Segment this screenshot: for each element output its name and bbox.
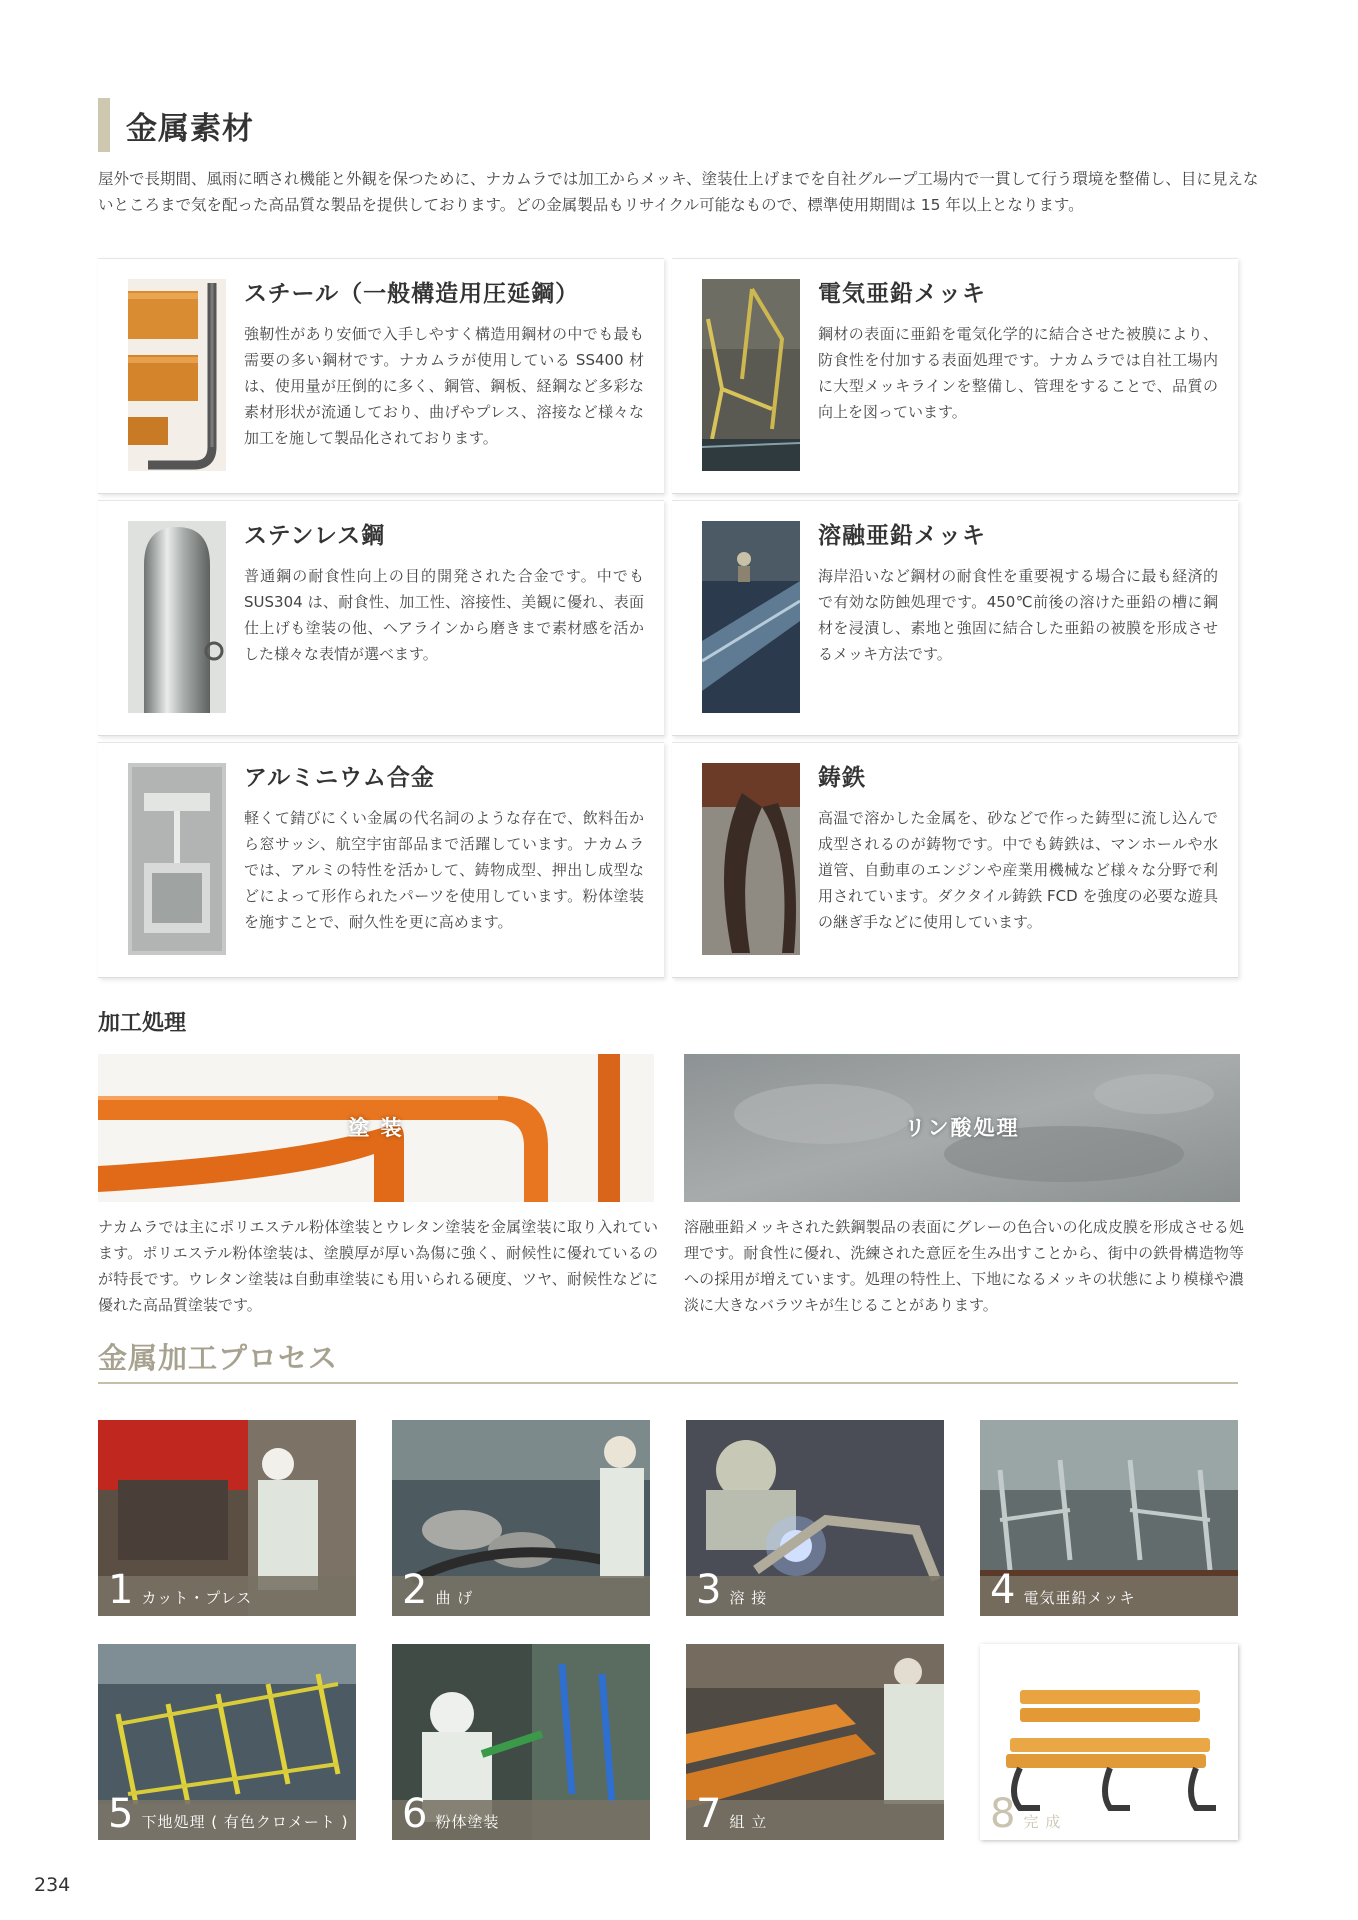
painting-description: ナカムラでは主にポリエステル粉体塗装とウレタン塗装を金属塗装に取り入れています。ポリエステル粉体塗装は、塗膜厚が厚い為傷に強く、耐候性に優れているのが特長です。ウレタン塗装は自動車塗装にも用いられる硬度、ツヤ、耐候性などに優れた高品質塗装です。 [98, 1218, 658, 1314]
step-number: 7 [696, 1791, 722, 1837]
step-4-electro-galvanizing [980, 1420, 1238, 1616]
material-title: スチール（一般構造用圧延鋼） [244, 281, 580, 307]
aluminium-casting-photo [128, 763, 226, 955]
step-1-cut-press [98, 1420, 356, 1616]
step-label: カット・プレス [141, 1589, 253, 1607]
step-label: 粉体塗装 [435, 1813, 500, 1831]
painting-label: 塗 装 [348, 1116, 404, 1140]
material-description: 海岸沿いなど鋼材の耐食性を重要視する場合に最も経済的で有効な防蝕処理です。450℃前後の溶けた亜鉛の槽に鋼材を浸漬し、素地と強固に結合した亜鉛の被膜を形成させるメッキ方法です。 [818, 567, 1218, 663]
step-3-welding [686, 1420, 944, 1616]
material-title: 鋳鉄 [818, 765, 866, 791]
step-6-powder-coating [392, 1644, 650, 1840]
section-header [98, 98, 254, 152]
step-7-assembly [686, 1644, 944, 1840]
material-description: 普通鋼の耐食性向上の目的開発された合金です。中でも SUS304 は、耐食性、加工性、溶接性、美観に優れ、表面仕上げも塗装の他、ヘアラインから磨きまで素材感を活かした様々な表情が選べます。 [244, 567, 644, 663]
step-number: 1 [108, 1567, 134, 1613]
painting-photo [98, 1054, 654, 1202]
material-card-aluminium [98, 742, 664, 978]
material-description: 鋼材の表面に亜鉛を電気化学的に結合させた被膜により、防食性を付加する表面処理です。ナカムラでは自社工場内に大型メッキラインを整備し、管理をすることで、品質の向上を図っています。 [818, 325, 1218, 421]
page-title: 金属素材 [126, 110, 254, 147]
material-card-stainless [98, 500, 664, 736]
cast-iron-leg-photo [702, 763, 800, 955]
stainless-post-photo [128, 521, 226, 713]
step-label: 下地処理 ( 有色クロメート ) [141, 1813, 349, 1831]
step-number: 3 [696, 1567, 722, 1613]
phosphate-photo [684, 1054, 1240, 1202]
material-title: 溶融亜鉛メッキ [818, 523, 986, 549]
step-label: 組 立 [729, 1813, 768, 1831]
material-description: 軽くて錆びにくい金属の代名詞のような存在で、飲料缶から窓サッシ、航空宇宙部品まで活躍しています。ナカムラでは、アルミの特性を活かして、鋳物成型、押出し成型などによって形作られたパーツを使用しています。粉体塗装を施すことで、耐久性を更に高めます。 [244, 809, 644, 931]
step-2-bending [392, 1420, 650, 1616]
processing-title: 加工処理 [98, 1011, 187, 1036]
step-caption [98, 1791, 356, 1840]
material-card-electro-galvanizing [672, 258, 1238, 494]
step-caption [392, 1791, 650, 1840]
step-8-finished [980, 1644, 1238, 1840]
step-number: 4 [990, 1567, 1016, 1613]
step-caption [98, 1567, 356, 1616]
step-label: 溶 接 [729, 1589, 768, 1607]
step-number: 2 [402, 1567, 428, 1613]
step-label: 曲 げ [435, 1589, 474, 1607]
material-title: ステンレス鋼 [244, 523, 386, 549]
electro-galvanizing-photo [702, 279, 800, 471]
page-number: 234 [34, 1874, 71, 1896]
process-title-rule [98, 1382, 1238, 1384]
step-caption [686, 1567, 944, 1616]
step-caption [980, 1567, 1238, 1616]
phosphate-description: 溶融亜鉛メッキされた鉄鋼製品の表面にグレーの色合いの化成皮膜を形成させる処理です。耐食性に優れ、洗練された意匠を生み出すことから、街中の鉄骨構造物等への採用が増えています。処理の特性上、下地になるメッキの状態により模様や濃淡に大きなバラツキが生じることがあります。 [684, 1218, 1244, 1314]
intro-text: 屋外で長期間、風雨に晒され機能と外観を保つために、ナカムラでは加工からメッキ、塗装仕上げまでを自社グループ工場内で一貫して行う環境を整備し、目に見えないところまで気を配った高品質な製品を提供しております。どの金属製品もリサイクル可能なもので、標準使用期間は 15 年以上となります。 [98, 170, 1259, 214]
step-number: 8 [990, 1791, 1016, 1837]
step-caption [686, 1791, 944, 1840]
step-caption [392, 1567, 650, 1616]
material-card-hot-dip-galvanizing [672, 500, 1238, 736]
step-number: 5 [108, 1791, 134, 1837]
material-card-cast-iron [672, 742, 1238, 978]
step-label: 電気亜鉛メッキ [1023, 1589, 1136, 1607]
hot-dip-galvanizing-photo [702, 521, 800, 713]
material-description: 高温で溶かした金属を、砂などで作った鋳型に流し込んで成型されるのが鋳物です。中でも鋳鉄は、マンホールや水道管、自動車のエンジンや産業用機械など様々な分野で利用されています。ダクタイル鋳鉄 FCD を強度の必要な遊具の継ぎ手などに使用しています。 [818, 809, 1218, 931]
phosphate-label: リン酸処理 [904, 1116, 1020, 1140]
step-5-chromate [98, 1644, 356, 1840]
step-caption [980, 1791, 1238, 1840]
header-accent-bar [98, 98, 110, 152]
material-title: 電気亜鉛メッキ [818, 281, 986, 307]
steel-bench-photo [128, 279, 226, 471]
material-title: アルミニウム合金 [244, 765, 435, 791]
process-title: 金属加工プロセス [98, 1341, 339, 1375]
material-description: 強靭性があり安価で入手しやすく構造用鋼材の中でも最も需要の多い鋼材です。ナカムラが使用している SS400 材は、使用量が圧倒的に多く、鋼管、鋼板、経鋼など多彩な素材形状が流通しており、曲げやプレス、溶接など様々な加工を施して製品化されております。 [244, 325, 644, 447]
step-label: 完 成 [1023, 1813, 1062, 1831]
step-number: 6 [402, 1791, 428, 1837]
material-card-steel [98, 258, 664, 494]
